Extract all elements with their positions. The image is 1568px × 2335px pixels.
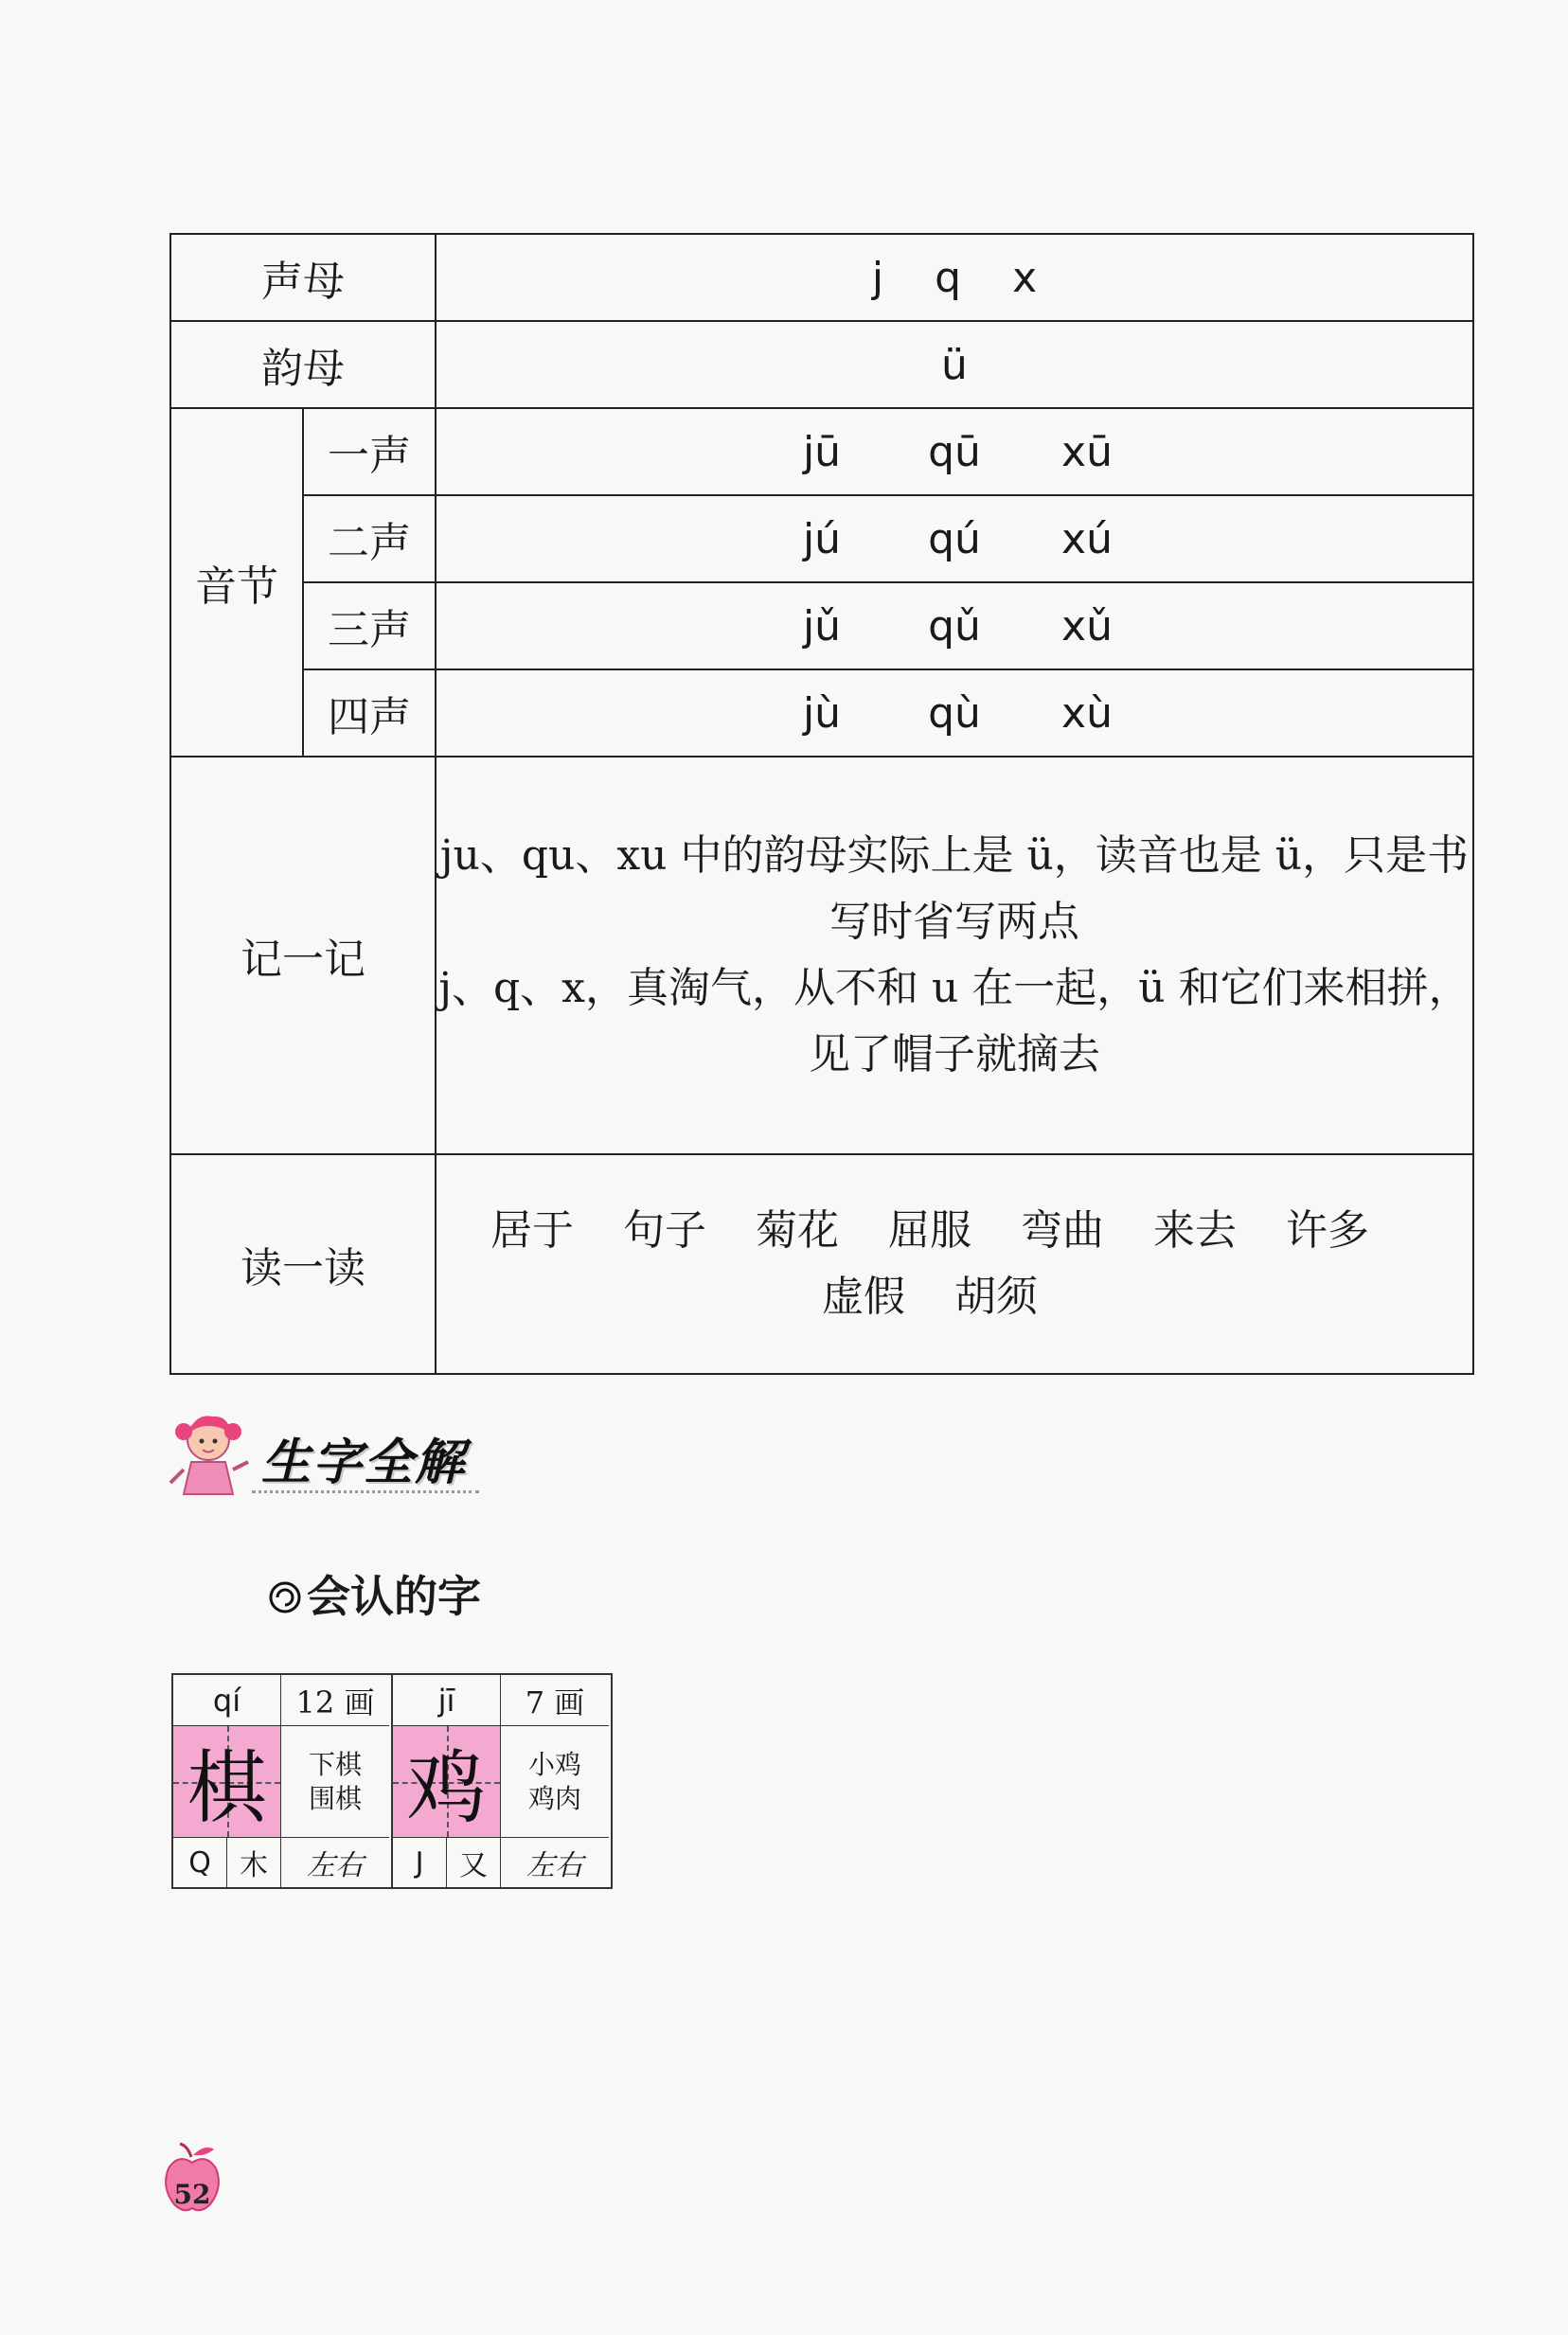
tone-row <box>170 408 1473 495</box>
syllable: jù <box>802 688 842 738</box>
syllable: qù <box>928 688 981 738</box>
card-word: 小鸡 <box>527 1748 581 1780</box>
memo-row <box>170 757 1473 1154</box>
character-glyph: 棋 <box>187 1741 267 1834</box>
card-structure: 左右 <box>526 1849 583 1882</box>
memo-text <box>436 757 1473 1154</box>
card-radical: 又 <box>459 1849 488 1882</box>
reading-word: 居于 <box>490 1206 574 1255</box>
initials-label: 声母 <box>170 234 436 321</box>
tone-row <box>170 495 1473 582</box>
syllable: qú <box>928 514 981 563</box>
reading-word: 菊花 <box>756 1206 839 1255</box>
character-card <box>391 1673 613 1889</box>
card-initial: Q <box>173 1838 227 1887</box>
card-strokes: 12 画 <box>281 1675 389 1726</box>
character-card <box>171 1673 391 1889</box>
card-words <box>281 1726 389 1838</box>
reading-words <box>436 1154 1473 1374</box>
reading-word: 屈服 <box>888 1206 971 1255</box>
card-word: 围棋 <box>308 1782 362 1814</box>
card-index <box>173 1838 281 1887</box>
heading-underline <box>252 1490 479 1493</box>
tone-label: 四声 <box>303 669 436 757</box>
tone-row <box>170 582 1473 669</box>
page-number: 52 <box>173 2179 211 2210</box>
letter: j <box>871 253 884 302</box>
card-word: 下棋 <box>308 1748 362 1780</box>
memo-paragraph: j、q、x，真淘气，从不和 u 在一起，ü 和它们来相拼，见了帽子就摘去 <box>438 964 1470 1078</box>
tone-syllables <box>436 408 1473 495</box>
tone-syllables <box>436 582 1473 669</box>
card-character <box>173 1726 281 1838</box>
syllable: jú <box>802 514 842 563</box>
finals-row <box>170 321 1473 408</box>
character-cards <box>171 1673 613 1889</box>
finals-label: 韵母 <box>170 321 436 408</box>
card-index <box>393 1838 501 1887</box>
syllable: jǔ <box>802 601 842 651</box>
card-strokes: 7 画 <box>501 1675 609 1726</box>
subsection-title: 会认的字 <box>307 1571 481 1622</box>
tone-syllables <box>436 669 1473 757</box>
card-words <box>501 1726 609 1838</box>
character-glyph: 鸡 <box>406 1741 487 1834</box>
syllables-label: 音节 <box>170 408 303 757</box>
tone-label: 一声 <box>303 408 436 495</box>
memo-label: 记一记 <box>170 757 436 1154</box>
syllable: qǔ <box>928 601 981 651</box>
reading-word: 句子 <box>623 1206 706 1255</box>
reading-label: 读一读 <box>170 1154 436 1374</box>
letter: q <box>935 253 962 302</box>
card-pinyin: jī <box>393 1675 501 1726</box>
tone-syllables <box>436 495 1473 582</box>
card-word: 鸡肉 <box>527 1782 581 1814</box>
reading-word: 胡须 <box>954 1273 1038 1321</box>
syllable: qū <box>928 427 981 476</box>
card-pinyin: qí <box>173 1675 281 1726</box>
section-heading <box>167 1407 479 1502</box>
syllable: xǔ <box>1061 601 1113 651</box>
card-radical: 木 <box>240 1849 268 1882</box>
girl-mascot-icon <box>167 1407 252 1502</box>
reading-word: 虚假 <box>822 1273 905 1321</box>
letter: x <box>1012 253 1038 302</box>
reading-word: 来去 <box>1153 1206 1237 1255</box>
tone-label: 二声 <box>303 495 436 582</box>
reading-row <box>170 1154 1473 1374</box>
pinyin-table <box>169 233 1474 1375</box>
reading-word: 许多 <box>1286 1206 1369 1255</box>
reading-word: 弯曲 <box>1021 1206 1104 1255</box>
card-initial: J <box>393 1838 447 1887</box>
tone-label: 三声 <box>303 582 436 669</box>
tone-row <box>170 669 1473 757</box>
finals-value: ü <box>436 321 1473 408</box>
card-character <box>393 1726 501 1838</box>
subsection-heading <box>269 1562 481 1625</box>
section-title: 生字全解 <box>261 1435 467 1491</box>
memo-paragraph: ju、qu、xu 中的韵母实际上是 ü，读音也是 ü，只是书写时省写两点 <box>439 831 1470 946</box>
initials-row <box>170 234 1473 321</box>
initials-letters <box>436 234 1473 321</box>
syllable: xú <box>1061 514 1113 563</box>
syllable: xù <box>1061 688 1113 738</box>
card-structure: 左右 <box>307 1849 364 1882</box>
spiral-bullet-icon <box>269 1581 301 1613</box>
syllable: jū <box>802 427 842 476</box>
syllable: xū <box>1061 427 1113 476</box>
